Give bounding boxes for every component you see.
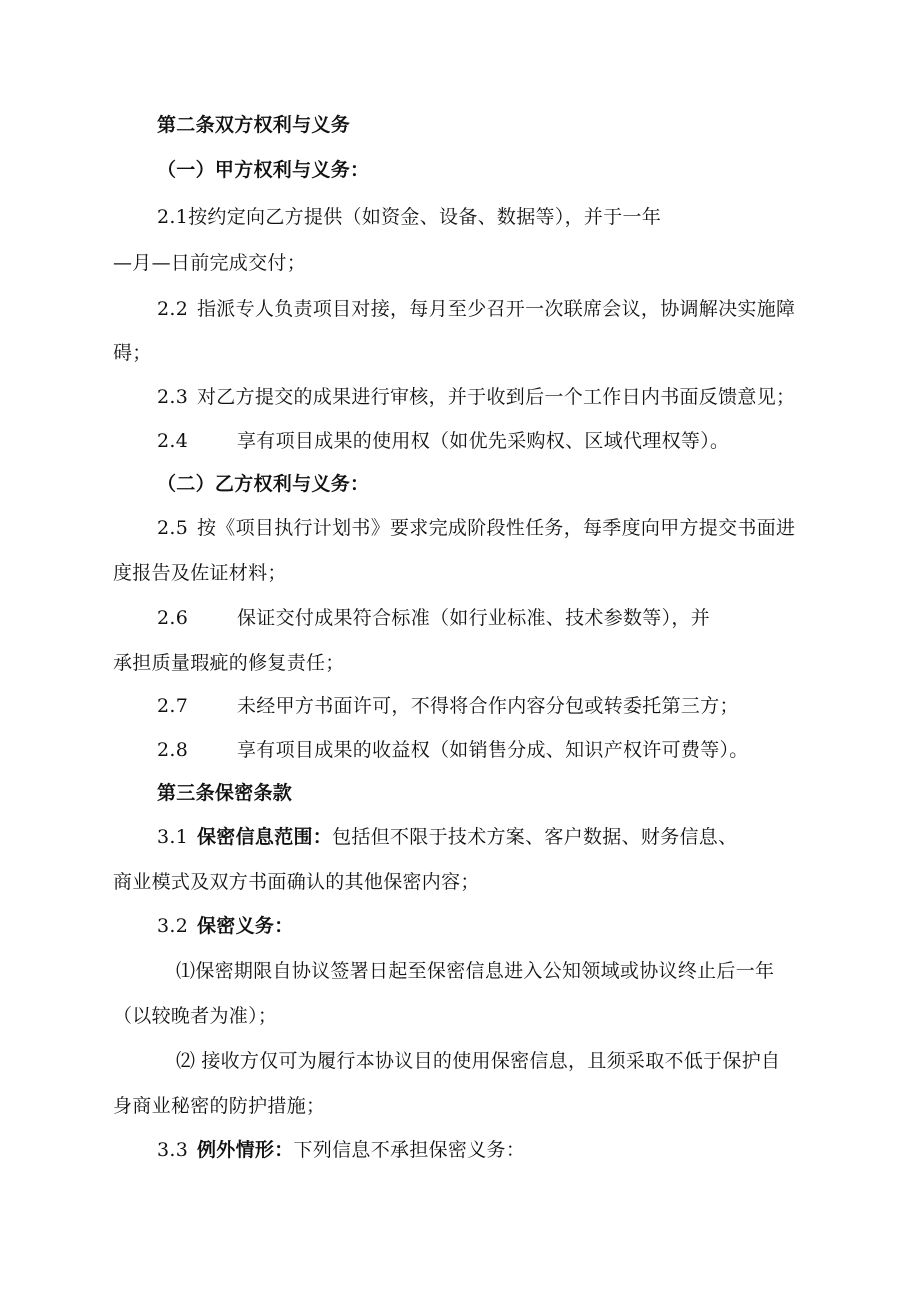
clause-number: 2.4 <box>157 430 189 452</box>
clause-2-1-cont: —月—日前完成交付； <box>113 252 307 274</box>
clause-text: 下列信息不承担保密义务： <box>293 1139 526 1161</box>
clause-text: 按约定向乙方提供（如资金、设备、数据等），并于一年 <box>188 206 662 228</box>
clause-number: 2.2 <box>157 298 189 320</box>
clause-2-5-cont: 度报告及佐证材料； <box>113 562 287 584</box>
subclause-text: 保密期限自协议签署日起至保密信息进入公知领域或协议终止后一年 <box>195 960 775 982</box>
subclause-1 <box>176 958 774 984</box>
clause-text: 享有项目成果的收益权（如销售分成、知识产权许可费等）。 <box>237 739 749 761</box>
clause-number: 2.5 <box>157 517 189 539</box>
clause-2-6-cont: 承担质量瑕疵的修复责任； <box>113 652 345 674</box>
party-a-heading: （一）甲方权利与义务： <box>157 159 370 181</box>
subclause-2 <box>176 1048 780 1074</box>
article2-heading: 第二条双方权利与义务 <box>157 114 351 136</box>
clause-3-3 <box>157 1137 525 1163</box>
clause-number: 2.3 <box>157 386 189 408</box>
clause-2-6 <box>157 605 710 631</box>
clause-2-2 <box>157 296 795 322</box>
clause-number: 3.2 <box>157 915 189 937</box>
clause-label: 例外情形： <box>197 1139 294 1161</box>
clause-text: 对乙方提交的成果进行审核，并于收到后一个工作日内书面反馈意见； <box>197 386 796 408</box>
clause-2-4 <box>157 428 729 454</box>
clause-3-1 <box>157 824 737 850</box>
subclause-text: 接收方仅可为履行本协议目的使用保密信息，且须采取不低于保护自 <box>201 1050 781 1072</box>
clause-3-1-cont: 商业模式及双方书面确认的其他保密内容； <box>113 871 480 893</box>
clause-2-7 <box>157 693 739 719</box>
clause-number: 2.8 <box>157 739 189 761</box>
clause-2-2-cont: 碍； <box>113 342 152 364</box>
clause-text: 保证交付成果符合标准（如行业标准、技术参数等），并 <box>237 607 711 629</box>
clause-2-5 <box>157 515 795 541</box>
clause-2-8 <box>157 737 749 763</box>
subclause-2-cont: 身商业秘密的防护措施； <box>113 1095 326 1117</box>
subclause-1-cont: （以较晚者为准）； <box>113 1005 278 1027</box>
article3-heading: 第三条保密条款 <box>157 782 293 804</box>
subclause-number: ⑵ <box>176 1050 196 1072</box>
clause-number: 2.6 <box>157 607 189 629</box>
clause-label: 保密义务： <box>197 915 294 937</box>
clause-text: 按《项目执行计划书》要求完成阶段性任务，每季度向甲方提交书面进 <box>197 517 796 539</box>
clause-text: 包括但不限于技术方案、客户数据、财务信息、 <box>332 826 738 848</box>
clause-number: 2.7 <box>157 695 189 717</box>
clause-text: 指派专人负责项目对接，每月至少召开一次联席会议，协调解决实施障 <box>197 298 796 320</box>
clause-2-1 <box>157 204 661 230</box>
clause-number: 3.1 <box>157 826 189 848</box>
clause-text: 享有项目成果的使用权（如优先采购权、区域代理权等）。 <box>237 430 730 452</box>
clause-3-2 <box>157 913 294 939</box>
subclause-number: ⑴ <box>176 960 196 982</box>
clause-number: 3.3 <box>157 1139 189 1161</box>
clause-number: 2.1 <box>157 206 189 228</box>
clause-text: 未经甲方书面许可，不得将合作内容分包或转委托第三方； <box>237 695 739 717</box>
clause-label: 保密信息范围： <box>197 826 333 848</box>
party-b-heading: （二）乙方权利与义务： <box>157 473 370 495</box>
clause-2-3 <box>157 384 795 410</box>
